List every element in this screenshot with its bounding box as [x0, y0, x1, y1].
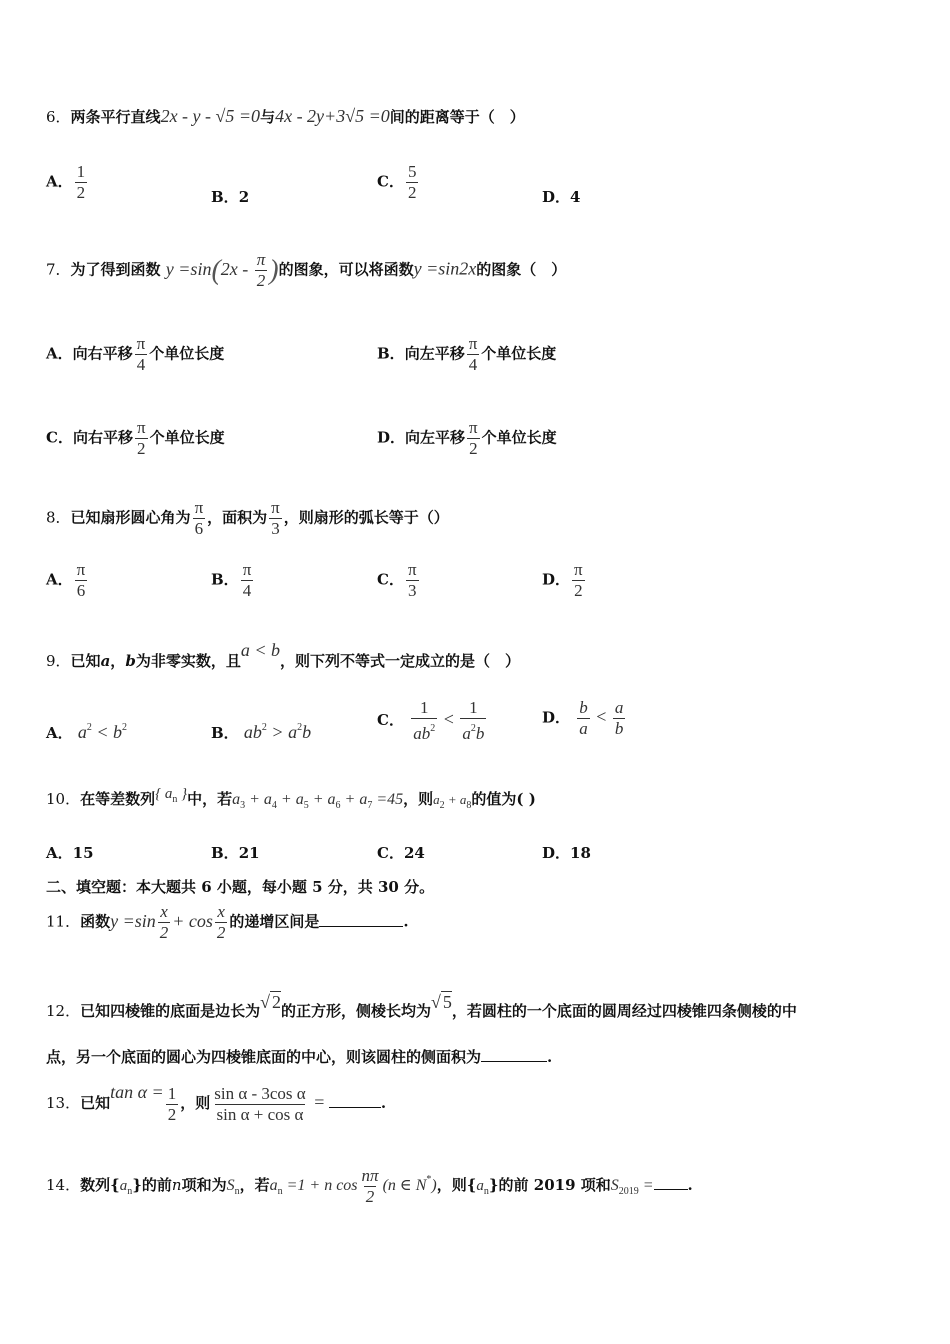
- line-equation-2: 4x - 2y+3√5 =0: [275, 106, 390, 126]
- sector-area: $\frac{\pi}{3}$: [271, 498, 280, 538]
- edge-length: √ 5: [431, 992, 452, 1012]
- question-14: 14．数列$\{a_n\}$的前n项和为$S_n$，若$a_n =1 + n$ cos $\frac{n\pi}{2}$ (n ∈ N*)，则$\{a_n\}$的前 2019 项和$S_{2019}$ = .: [46, 1166, 693, 1206]
- question-number: 6．: [46, 108, 71, 126]
- option-b[interactable]: B．21: [211, 844, 260, 862]
- question-number: 7．: [46, 260, 71, 279]
- general-term: $a_n =1 + n$ cos $\frac{n\pi}{2}$ (n ∈ N*): [269, 1166, 437, 1206]
- option-d[interactable]: D．向左平移 $\frac{\pi}{2}$ 个单位长度: [377, 418, 557, 458]
- option-a[interactable]: A． $\frac{1}{2}$: [46, 162, 86, 202]
- option-d[interactable]: D． $\frac{b}{a}$ < $\frac{a}{b}$: [542, 698, 624, 738]
- central-angle: $\frac{\pi}{6}$: [194, 498, 204, 538]
- option-c[interactable]: C．24: [377, 844, 425, 862]
- question-number: 10．: [46, 790, 81, 808]
- answer-blank[interactable]: [654, 1189, 688, 1190]
- option-c[interactable]: C．向右平移 $\frac{\pi}{2}$ 个单位长度: [46, 418, 225, 458]
- expression: $\frac{\text{sin α - 3cos α}}{\text{sin α + cos α}}$: [214, 1083, 306, 1124]
- line-equation-1: 2x - y - √5 =0: [160, 106, 261, 126]
- function-expression: y =sin $\frac{x}{2}$ + cos $\frac{x}{2}$: [110, 902, 226, 942]
- answer-blank[interactable]: [481, 1061, 547, 1062]
- option-b[interactable]: B．向左平移 $\frac{\pi}{4}$ 个单位长度: [377, 334, 557, 374]
- option-b[interactable]: B．2: [211, 188, 250, 206]
- question-number: 12．: [46, 1002, 81, 1020]
- question-9: 9．已知a，b为非零实数，且a < b，则下列不等式一定成立的是（ ）: [46, 640, 520, 670]
- question-10: 10．在等差数列{ $a_n$ }中，若$a_3 + a_4 + a_5 + a_6 + a_7 =45$，则$a_2 + a_8$的值为( ): [46, 786, 536, 811]
- question-7: 7．为了得到函数 y =sin(2x - $\frac{\pi}{2}$ )的图象，可以将函数y =sin2x的图象（ ）: [46, 250, 567, 290]
- target-function: y =sin(2x - $\frac{\pi}{2}$ ): [165, 250, 279, 290]
- option-c[interactable]: C． $\frac{\pi}{3}$: [377, 560, 417, 600]
- question-number: 9．: [46, 652, 71, 670]
- option-d[interactable]: D． $\frac{\pi}{2}$: [542, 560, 583, 600]
- side-length: √ 2: [260, 992, 281, 1012]
- sequence-a-n: { $a_n$ }: [155, 786, 188, 805]
- question-number: 14．: [46, 1176, 81, 1195]
- question-number: 8．: [46, 508, 71, 527]
- option-b[interactable]: B． $ab^2 > a^2b$: [211, 722, 312, 742]
- option-c[interactable]: C． $\frac{5}{2}$: [377, 162, 417, 202]
- answer-blank[interactable]: [319, 926, 403, 927]
- question-11: 11．函数y =sin $\frac{x}{2}$ + cos $\frac{x}{2}$ 的递增区间是 .: [46, 902, 409, 942]
- question-6: 6．两条平行直线2x - y - √5 =0与4x - 2y+3√5 =0间的距离等于（ ）: [46, 106, 525, 126]
- question-8: 8．已知扇形圆心角为 $\frac{\pi}{6}$ ，面积为 $\frac{\pi}{3}$ ，则扇形的弧长等于（）: [46, 498, 449, 538]
- condition: a < b: [240, 640, 280, 660]
- option-a[interactable]: A． $a^2 < b^2$: [46, 722, 128, 742]
- option-c[interactable]: C． $\frac{1}{ab^2}$ < $\frac{1}{a^2b}$: [377, 698, 485, 743]
- question-12: 12．已知四棱锥的底面是边长为√ 2的正方形，侧棱长均为√ 5，若圆柱的一个底面的圆周经过四棱锥四条侧棱的中: [46, 992, 797, 1020]
- tan-value: tan α =: [110, 1082, 164, 1102]
- section-heading: 二、填空题：本大题共 6 小题，每小题 5 分，共 30 分。: [46, 878, 435, 896]
- option-d[interactable]: D．4: [542, 188, 581, 206]
- answer-blank[interactable]: [329, 1107, 381, 1108]
- question-number: 11．: [46, 912, 81, 931]
- option-a[interactable]: A．15: [46, 844, 94, 862]
- question-number: 13．: [46, 1094, 81, 1112]
- sum-equation: $a_3 + a_4 + a_5 + a_6 + a_7 =45$: [232, 791, 404, 811]
- option-b[interactable]: B． $\frac{\pi}{4}$: [211, 560, 252, 600]
- option-a[interactable]: A． $\frac{\pi}{6}$: [46, 560, 86, 600]
- option-a[interactable]: A．向右平移 $\frac{\pi}{4}$ 个单位长度: [46, 334, 225, 374]
- question-13: 13．已知tan α = $\frac{1}{2}$ ，则 $\frac{\text{sin α - 3cos α}}{\text{sin α + cos α}}$ = .: [46, 1082, 387, 1124]
- option-d[interactable]: D．18: [542, 844, 591, 862]
- question-12-line-2: 点，另一个底面的圆心为四棱锥底面的中心，则该圆柱的侧面积为 .: [46, 1048, 553, 1066]
- source-function: y =sin2x: [413, 258, 477, 279]
